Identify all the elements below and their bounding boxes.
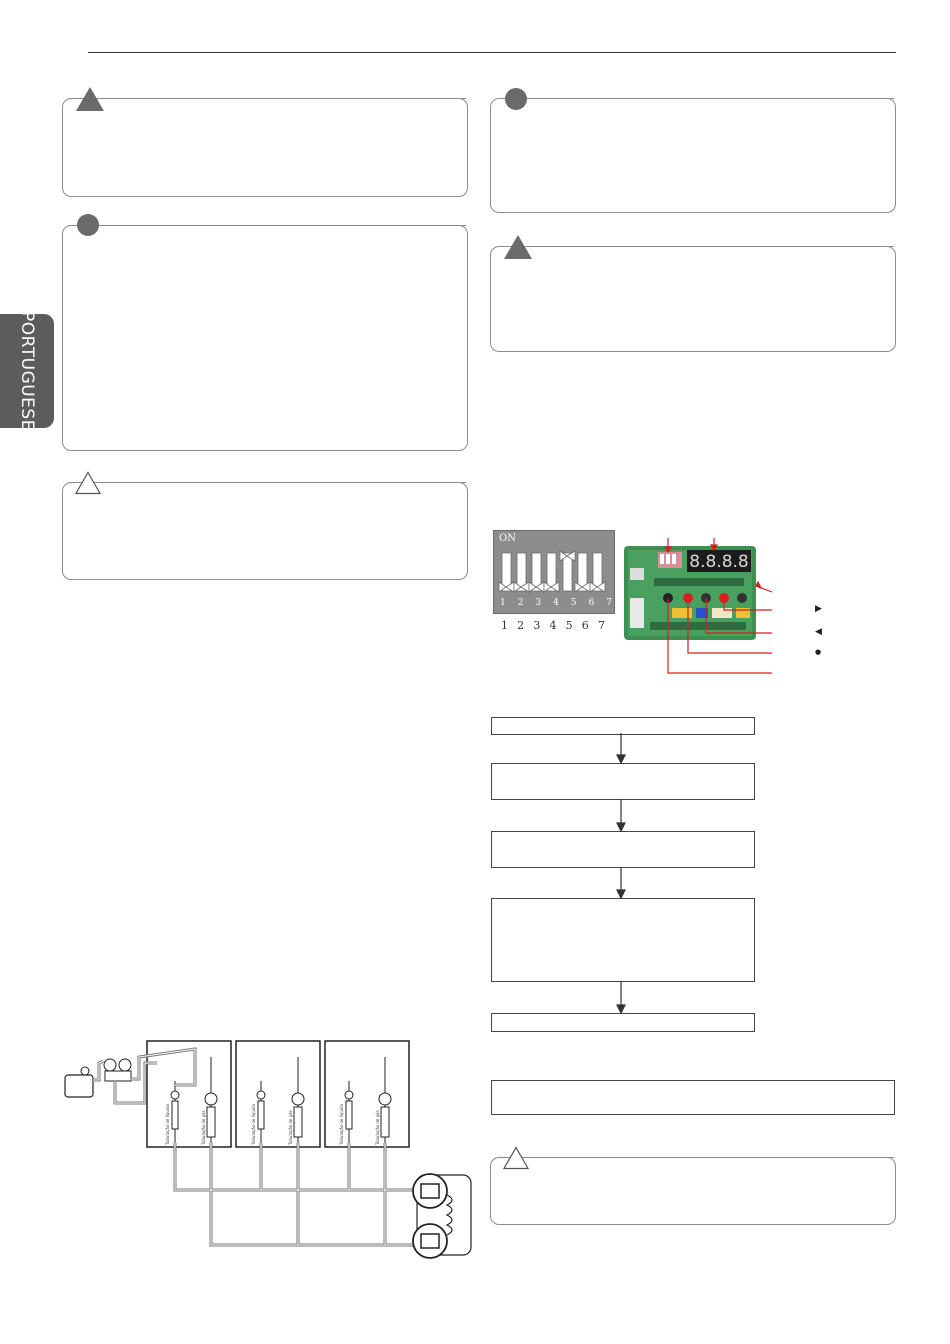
pcb-display-digits: 8.8.8.8: [689, 552, 749, 572]
warning-icon: [75, 86, 105, 112]
liquid-pipe-label: Tubulação de líquido: [165, 1103, 170, 1145]
note-box-1: [62, 225, 468, 451]
dip-switch-panel: [493, 530, 615, 614]
dip-number: 5: [570, 598, 577, 608]
dip-bottom-number: 6: [581, 619, 589, 632]
dip-bottom-number: 1: [501, 619, 508, 632]
dip-number: 7: [606, 598, 612, 608]
dip-bottom-number: 7: [597, 619, 605, 632]
warning-box-2: [490, 246, 896, 352]
caution-box-1-header-line: [150, 482, 466, 483]
dip-bottom-number: 2: [517, 619, 525, 632]
dip-switch-numbers: [500, 598, 612, 608]
warning-box-2-header-line: [612, 246, 894, 247]
dip-switch-on-label: ON: [499, 533, 516, 544]
button-right-symbol: ▶: [815, 604, 822, 614]
warning-icon: [503, 234, 533, 260]
dip-number: 1: [500, 598, 506, 608]
dip-bottom-number: 5: [565, 619, 573, 632]
language-side-tab-label: PORTUGUESE: [17, 311, 37, 431]
pcb-board-image: [624, 538, 774, 674]
dip-number: 6: [588, 598, 595, 608]
dip-number: 3: [535, 598, 542, 608]
liquid-pipe-label: Tubulação de líquido: [339, 1103, 344, 1145]
caution-icon: [503, 1146, 529, 1170]
gas-pipe-label: Tubulação de gás: [288, 1110, 293, 1145]
flow-arrows: [612, 733, 630, 1015]
caution-box-2: [490, 1157, 896, 1225]
button-dot-symbol: ●: [815, 648, 822, 656]
language-side-tab: [0, 311, 54, 431]
caution-icon: [75, 471, 101, 495]
note-box-2-header-line: [582, 98, 894, 99]
note-box-1-header-line: [150, 225, 466, 226]
dip-number: 4: [553, 598, 559, 608]
note-icon: [76, 213, 100, 237]
flow-step-5: [491, 1013, 755, 1032]
gas-pipe-label: Tubulação de gás: [201, 1110, 206, 1145]
liquid-pipe-label: Tubulação de líquido: [251, 1103, 256, 1145]
caution-box-2-header-line: [582, 1157, 894, 1158]
dip-number: 2: [517, 598, 524, 608]
vacuum-piping-diagram: [55, 1035, 480, 1265]
note-box-2: [490, 98, 896, 213]
caution-box-1: [62, 482, 468, 580]
dip-switch-bottom-numbers: [501, 619, 605, 632]
warning-box-1-header-line: [185, 98, 466, 99]
note-icon: [504, 87, 528, 111]
dip-bottom-number: 4: [549, 619, 557, 632]
button-left-symbol: ◀: [815, 627, 822, 637]
result-box: [491, 1080, 895, 1115]
warning-box-1: [62, 98, 468, 197]
dip-bottom-number: 3: [533, 619, 541, 632]
header-rule: [88, 52, 896, 53]
gas-pipe-label: Tubulação de gás: [375, 1110, 380, 1145]
